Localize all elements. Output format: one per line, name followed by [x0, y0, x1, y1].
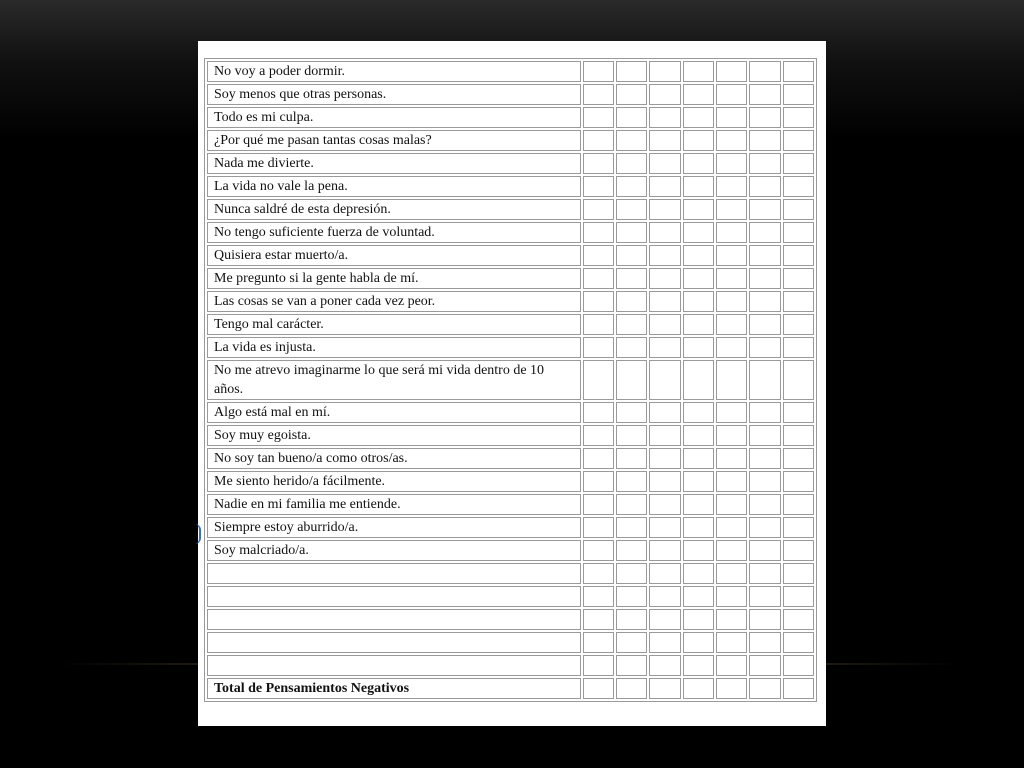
tally-box[interactable] — [749, 448, 780, 469]
tally-box[interactable] — [716, 337, 747, 358]
tally-box[interactable] — [749, 61, 780, 82]
tally-box[interactable] — [683, 540, 714, 561]
tally-box[interactable] — [649, 268, 680, 289]
tally-box[interactable] — [783, 337, 814, 358]
tally-box[interactable] — [716, 176, 747, 197]
tally-box[interactable] — [716, 448, 747, 469]
tally-box[interactable] — [716, 61, 747, 82]
tally-box[interactable] — [749, 425, 780, 446]
tally-box[interactable] — [783, 471, 814, 492]
tally-box[interactable] — [616, 471, 647, 492]
tally-box[interactable] — [616, 586, 647, 607]
tally-box[interactable] — [583, 107, 614, 128]
table-row — [207, 84, 814, 105]
tally-box[interactable] — [783, 314, 814, 335]
tally-box[interactable] — [749, 107, 780, 128]
tally-box[interactable] — [783, 425, 814, 446]
tally-box[interactable] — [683, 199, 714, 220]
tally-box[interactable] — [683, 153, 714, 174]
tally-box[interactable] — [616, 517, 647, 538]
table-row — [207, 268, 814, 289]
tally-box[interactable] — [683, 314, 714, 335]
total-row — [207, 678, 814, 699]
tally-box[interactable] — [583, 678, 614, 699]
tally-box[interactable] — [649, 563, 680, 584]
tally-box[interactable] — [749, 540, 780, 561]
tally-box[interactable] — [716, 678, 747, 699]
tally-box[interactable] — [683, 425, 714, 446]
tally-box[interactable] — [783, 268, 814, 289]
tally-box[interactable] — [749, 494, 780, 515]
tally-box[interactable] — [649, 678, 680, 699]
tally-box[interactable] — [583, 402, 614, 423]
tally-box[interactable] — [749, 130, 780, 151]
tally-box[interactable] — [616, 199, 647, 220]
tally-box[interactable] — [583, 471, 614, 492]
tally-box[interactable] — [716, 360, 747, 400]
tally-box[interactable] — [749, 471, 780, 492]
bracket-mark — [195, 524, 201, 544]
tally-box[interactable] — [783, 448, 814, 469]
tally-box[interactable] — [749, 517, 780, 538]
thought-text: Tengo mal carácter. — [207, 314, 581, 335]
table-row — [207, 402, 814, 423]
tally-box[interactable] — [583, 268, 614, 289]
tally-box[interactable] — [649, 176, 680, 197]
tally-box[interactable] — [616, 609, 647, 630]
tally-box[interactable] — [716, 402, 747, 423]
tally-box[interactable] — [649, 337, 680, 358]
tally-box[interactable] — [583, 425, 614, 446]
table-row — [207, 540, 814, 561]
tally-box[interactable] — [783, 61, 814, 82]
tally-box[interactable] — [616, 245, 647, 266]
tally-box[interactable] — [649, 655, 680, 676]
table-row — [207, 153, 814, 174]
tally-box[interactable] — [783, 609, 814, 630]
tally-box[interactable] — [649, 402, 680, 423]
tally-box[interactable] — [583, 199, 614, 220]
tally-box[interactable] — [716, 540, 747, 561]
tally-box[interactable] — [749, 609, 780, 630]
tally-box[interactable] — [649, 222, 680, 243]
tally-box[interactable] — [649, 245, 680, 266]
tally-box[interactable] — [616, 130, 647, 151]
tally-box[interactable] — [749, 632, 780, 653]
tally-box[interactable] — [649, 314, 680, 335]
thought-text: La vida es injusta. — [207, 337, 581, 358]
tally-box[interactable] — [583, 291, 614, 312]
tally-box[interactable] — [649, 291, 680, 312]
tally-box[interactable] — [683, 494, 714, 515]
tally-box[interactable] — [683, 586, 714, 607]
tally-box[interactable] — [683, 107, 714, 128]
thought-text: Nunca saldré de esta depresión. — [207, 199, 581, 220]
tally-box[interactable] — [783, 291, 814, 312]
blank-table-row — [207, 609, 814, 630]
table-row — [207, 425, 814, 446]
tally-box[interactable] — [616, 655, 647, 676]
tally-box[interactable] — [616, 153, 647, 174]
blank-thought-cell — [207, 563, 581, 584]
tally-box[interactable] — [749, 176, 780, 197]
tally-box[interactable] — [616, 291, 647, 312]
tally-box[interactable] — [749, 268, 780, 289]
questionnaire-sheet — [198, 41, 826, 726]
tally-box[interactable] — [616, 268, 647, 289]
tally-box[interactable] — [749, 153, 780, 174]
tally-box[interactable] — [616, 563, 647, 584]
blank-table-row — [207, 586, 814, 607]
thought-text: Soy menos que otras personas. — [207, 84, 581, 105]
tally-box[interactable] — [649, 425, 680, 446]
tally-box[interactable] — [749, 291, 780, 312]
tally-box[interactable] — [749, 199, 780, 220]
tally-box[interactable] — [749, 563, 780, 584]
tally-box[interactable] — [683, 655, 714, 676]
tally-box[interactable] — [783, 176, 814, 197]
tally-box[interactable] — [583, 176, 614, 197]
thought-text: No voy a poder dormir. — [207, 61, 581, 82]
tally-box[interactable] — [583, 360, 614, 400]
tally-box[interactable] — [583, 222, 614, 243]
tally-box[interactable] — [616, 425, 647, 446]
table-row — [207, 517, 814, 538]
tally-box[interactable] — [716, 494, 747, 515]
tally-box[interactable] — [616, 448, 647, 469]
tally-box[interactable] — [583, 563, 614, 584]
tally-box[interactable] — [583, 448, 614, 469]
tally-box[interactable] — [749, 337, 780, 358]
table-row — [207, 448, 814, 469]
tally-box[interactable] — [683, 678, 714, 699]
tally-box[interactable] — [783, 130, 814, 151]
tally-box[interactable] — [616, 678, 647, 699]
tally-box[interactable] — [783, 494, 814, 515]
tally-box[interactable] — [649, 199, 680, 220]
thought-text: Soy malcriado/a. — [207, 540, 581, 561]
tally-box[interactable] — [783, 245, 814, 266]
tally-box[interactable] — [683, 61, 714, 82]
tally-box[interactable] — [683, 517, 714, 538]
blank-thought-cell — [207, 586, 581, 607]
tally-box[interactable] — [716, 563, 747, 584]
thought-text: No me atrevo imaginarme lo que será mi vida dentro de 10 años. — [207, 360, 581, 400]
tally-box[interactable] — [749, 314, 780, 335]
tally-box[interactable] — [783, 678, 814, 699]
blank-thought-cell — [207, 655, 581, 676]
tally-box[interactable] — [649, 609, 680, 630]
tally-box[interactable] — [783, 540, 814, 561]
tally-box[interactable] — [716, 425, 747, 446]
table-row — [207, 337, 814, 358]
tally-box[interactable] — [649, 84, 680, 105]
tally-box[interactable] — [616, 314, 647, 335]
tally-box[interactable] — [649, 360, 680, 400]
thought-text: Las cosas se van a poner cada vez peor. — [207, 291, 581, 312]
tally-box[interactable] — [583, 61, 614, 82]
tally-box[interactable] — [616, 360, 647, 400]
tally-box[interactable] — [649, 448, 680, 469]
tally-box[interactable] — [583, 494, 614, 515]
tally-box[interactable] — [683, 130, 714, 151]
table-row — [207, 245, 814, 266]
tally-box[interactable] — [683, 337, 714, 358]
tally-box[interactable] — [649, 540, 680, 561]
tally-box[interactable] — [583, 586, 614, 607]
tally-box[interactable] — [583, 245, 614, 266]
tally-box[interactable] — [583, 655, 614, 676]
thought-text: Nada me divierte. — [207, 153, 581, 174]
tally-box[interactable] — [616, 337, 647, 358]
thought-text: La vida no vale la pena. — [207, 176, 581, 197]
tally-box[interactable] — [749, 402, 780, 423]
tally-box[interactable] — [583, 540, 614, 561]
tally-box[interactable] — [616, 632, 647, 653]
thought-text: Me pregunto si la gente habla de mí. — [207, 268, 581, 289]
table-row — [207, 471, 814, 492]
tally-box[interactable] — [716, 153, 747, 174]
thought-text: Siempre estoy aburrido/a. — [207, 517, 581, 538]
tally-box[interactable] — [683, 471, 714, 492]
tally-box[interactable] — [616, 84, 647, 105]
tally-box[interactable] — [683, 448, 714, 469]
blank-table-row — [207, 563, 814, 584]
tally-box[interactable] — [716, 107, 747, 128]
tally-box[interactable] — [783, 632, 814, 653]
tally-box[interactable] — [716, 130, 747, 151]
tally-box[interactable] — [716, 517, 747, 538]
tally-box[interactable] — [616, 402, 647, 423]
tally-box[interactable] — [649, 471, 680, 492]
tally-box[interactable] — [783, 84, 814, 105]
table-row — [207, 314, 814, 335]
tally-box[interactable] — [783, 360, 814, 400]
tally-box[interactable] — [616, 61, 647, 82]
tally-box[interactable] — [749, 360, 780, 400]
tally-box[interactable] — [716, 199, 747, 220]
thought-text: Quisiera estar muerto/a. — [207, 245, 581, 266]
tally-box[interactable] — [716, 586, 747, 607]
tally-box[interactable] — [783, 199, 814, 220]
tally-box[interactable] — [749, 678, 780, 699]
tally-box[interactable] — [716, 291, 747, 312]
blank-table-row — [207, 655, 814, 676]
tally-box[interactable] — [616, 494, 647, 515]
table-row — [207, 130, 814, 151]
tally-box[interactable] — [783, 563, 814, 584]
table-row — [207, 291, 814, 312]
table-row — [207, 360, 814, 400]
table-row — [207, 176, 814, 197]
tally-box[interactable] — [583, 609, 614, 630]
tally-box[interactable] — [716, 314, 747, 335]
tally-box[interactable] — [749, 655, 780, 676]
tally-box[interactable] — [683, 268, 714, 289]
tally-box[interactable] — [749, 222, 780, 243]
tally-box[interactable] — [783, 107, 814, 128]
tally-box[interactable] — [649, 61, 680, 82]
tally-box[interactable] — [649, 130, 680, 151]
tally-box[interactable] — [716, 245, 747, 266]
thought-text: No tengo suficiente fuerza de voluntad. — [207, 222, 581, 243]
tally-box[interactable] — [683, 176, 714, 197]
negative-thoughts-table — [204, 58, 817, 702]
tally-box[interactable] — [583, 337, 614, 358]
thought-text: Algo está mal en mí. — [207, 402, 581, 423]
tally-box[interactable] — [783, 222, 814, 243]
tally-box[interactable] — [716, 609, 747, 630]
blank-thought-cell — [207, 609, 581, 630]
tally-box[interactable] — [683, 563, 714, 584]
table-body — [207, 61, 814, 699]
tally-box[interactable] — [716, 632, 747, 653]
tally-box[interactable] — [649, 107, 680, 128]
tally-box[interactable] — [649, 153, 680, 174]
tally-box[interactable] — [649, 632, 680, 653]
tally-box[interactable] — [783, 402, 814, 423]
tally-box[interactable] — [683, 84, 714, 105]
thought-text: No soy tan bueno/a como otros/as. — [207, 448, 581, 469]
tally-box[interactable] — [683, 360, 714, 400]
blank-thought-cell — [207, 632, 581, 653]
tally-box[interactable] — [683, 632, 714, 653]
tally-box[interactable] — [649, 517, 680, 538]
tally-box[interactable] — [583, 632, 614, 653]
tally-box[interactable] — [683, 222, 714, 243]
tally-box[interactable] — [783, 655, 814, 676]
tally-box[interactable] — [716, 84, 747, 105]
tally-box[interactable] — [649, 586, 680, 607]
tally-box[interactable] — [716, 268, 747, 289]
thought-text: Soy muy egoista. — [207, 425, 581, 446]
tally-box[interactable] — [716, 222, 747, 243]
tally-box[interactable] — [616, 222, 647, 243]
tally-box[interactable] — [683, 245, 714, 266]
table-row — [207, 222, 814, 243]
tally-box[interactable] — [683, 402, 714, 423]
tally-box[interactable] — [716, 655, 747, 676]
tally-box[interactable] — [783, 586, 814, 607]
total-label: Total de Pensamientos Negativos — [207, 678, 581, 699]
tally-box[interactable] — [583, 130, 614, 151]
tally-box[interactable] — [749, 84, 780, 105]
blank-table-row — [207, 632, 814, 653]
tally-box[interactable] — [749, 245, 780, 266]
thought-text: ¿Por qué me pasan tantas cosas malas? — [207, 130, 581, 151]
tally-box[interactable] — [749, 586, 780, 607]
tally-box[interactable] — [583, 517, 614, 538]
tally-box[interactable] — [649, 494, 680, 515]
table-row — [207, 494, 814, 515]
table-row — [207, 199, 814, 220]
thought-text: Todo es mi culpa. — [207, 107, 581, 128]
tally-box[interactable] — [616, 540, 647, 561]
tally-box[interactable] — [683, 291, 714, 312]
tally-box[interactable] — [716, 471, 747, 492]
table-row — [207, 107, 814, 128]
tally-box[interactable] — [783, 153, 814, 174]
tally-box[interactable] — [616, 176, 647, 197]
tally-box[interactable] — [583, 84, 614, 105]
thought-text: Nadie en mi familia me entiende. — [207, 494, 581, 515]
tally-box[interactable] — [583, 314, 614, 335]
tally-box[interactable] — [783, 517, 814, 538]
table-row — [207, 61, 814, 82]
tally-box[interactable] — [683, 609, 714, 630]
tally-box[interactable] — [616, 107, 647, 128]
tally-box[interactable] — [583, 153, 614, 174]
thought-text: Me siento herido/a fácilmente. — [207, 471, 581, 492]
